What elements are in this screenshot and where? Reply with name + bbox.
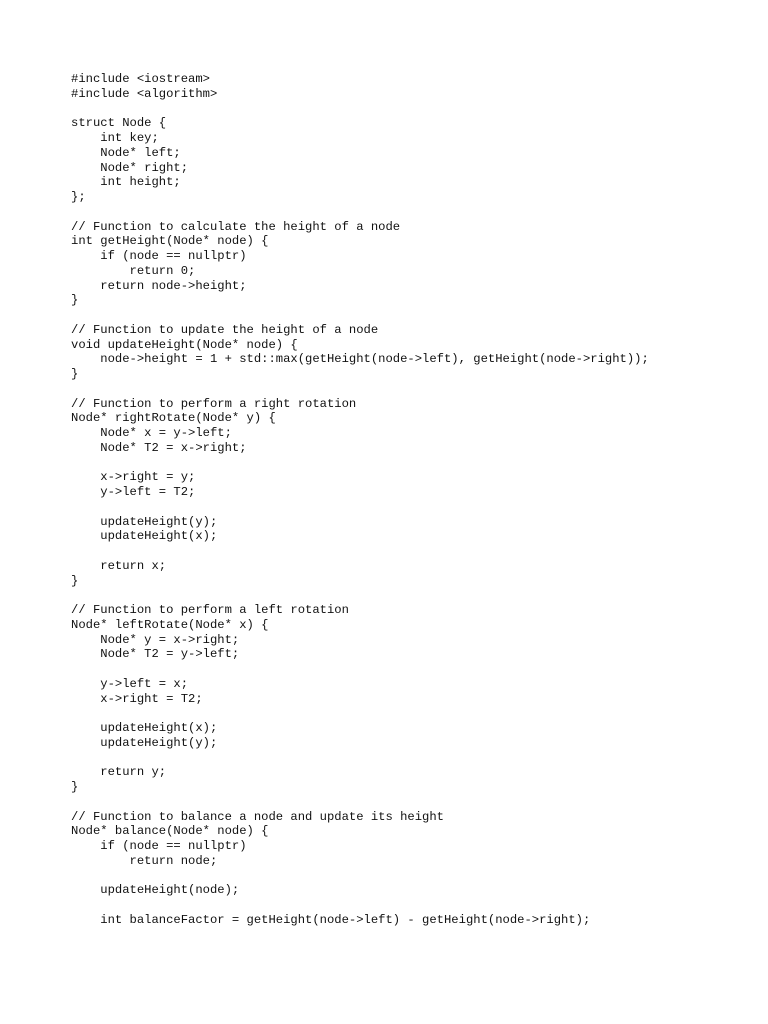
code-line: // Function to balance a node and update its height xyxy=(71,809,444,824)
code-line: return y; xyxy=(71,765,167,780)
code-line: node->height = 1 + std::max(getHeight(node->left), getHeight(node->right)); xyxy=(71,352,649,367)
code-line xyxy=(71,500,649,515)
code-line: Node* right; xyxy=(71,160,189,175)
code-line: // Function to update the height of a node xyxy=(71,322,379,337)
code-line: } xyxy=(71,293,79,308)
code-line xyxy=(71,102,649,117)
code-line xyxy=(71,382,649,397)
code-line: updateHeight(y); xyxy=(71,735,218,750)
code-line: void updateHeight(Node* node) { xyxy=(71,337,298,352)
code-line: updateHeight(x); xyxy=(71,721,218,735)
code-line: Node* y = x->right; xyxy=(71,632,240,647)
code-line: Node* balance(Node* node) { xyxy=(71,824,269,839)
code-line: updateHeight(node); xyxy=(71,883,240,898)
code-line xyxy=(71,308,649,323)
code-line: int balanceFactor = getHeight(node->left) - getHeight(node->right); xyxy=(71,912,591,927)
code-line: return node->height; xyxy=(71,278,247,293)
code-line: struct Node { xyxy=(71,116,167,131)
code-line: Node* T2 = x->right; xyxy=(71,440,247,455)
code-line: Node* T2 = y->left; xyxy=(71,647,240,662)
code-line: updateHeight(x); xyxy=(71,529,218,544)
code-line xyxy=(71,751,649,766)
code-line: updateHeight(y); xyxy=(71,514,218,529)
code-line: // Function to calculate the height of a node xyxy=(71,219,401,234)
code-line: y->left = T2; xyxy=(71,485,196,499)
code-line: // Function to perform a right rotation xyxy=(71,396,357,411)
code-line: x->right = T2; xyxy=(71,691,203,706)
code-line: return x; xyxy=(71,558,167,573)
code-line: if (node == nullptr) xyxy=(71,839,247,853)
code-line: } xyxy=(71,573,79,588)
code-line xyxy=(71,588,649,603)
code-line: Node* x = y->left; xyxy=(71,426,232,440)
code-line: // Function to perform a left rotation xyxy=(71,603,349,617)
code-line: #include <iostream> xyxy=(71,72,210,86)
code-line: return 0; xyxy=(71,263,196,278)
code-line: Node* leftRotate(Node* x) { xyxy=(71,617,269,632)
code-line: int key; xyxy=(71,131,159,145)
code-line xyxy=(71,544,649,559)
code-line: Node* rightRotate(Node* y) { xyxy=(71,411,276,426)
code-line: return node; xyxy=(71,853,218,868)
code-line: x->right = y; xyxy=(71,470,196,485)
code-line: if (node == nullptr) xyxy=(71,249,247,263)
code-line: Node* left; xyxy=(71,145,181,160)
code-line: y->left = x; xyxy=(71,676,189,691)
code-line xyxy=(71,795,649,810)
code-line: int getHeight(Node* node) { xyxy=(71,234,269,249)
code-line: #include <algorithm> xyxy=(71,86,218,101)
code-line: }; xyxy=(71,190,86,204)
code-line: } xyxy=(71,367,79,381)
code-line xyxy=(71,456,649,471)
code-line xyxy=(71,662,649,677)
code-line: int height; xyxy=(71,175,181,190)
code-line xyxy=(71,869,649,884)
code-line xyxy=(71,898,649,913)
code-block xyxy=(71,72,649,928)
code-line xyxy=(71,205,649,220)
code-line xyxy=(71,706,649,721)
code-line: } xyxy=(71,780,79,794)
